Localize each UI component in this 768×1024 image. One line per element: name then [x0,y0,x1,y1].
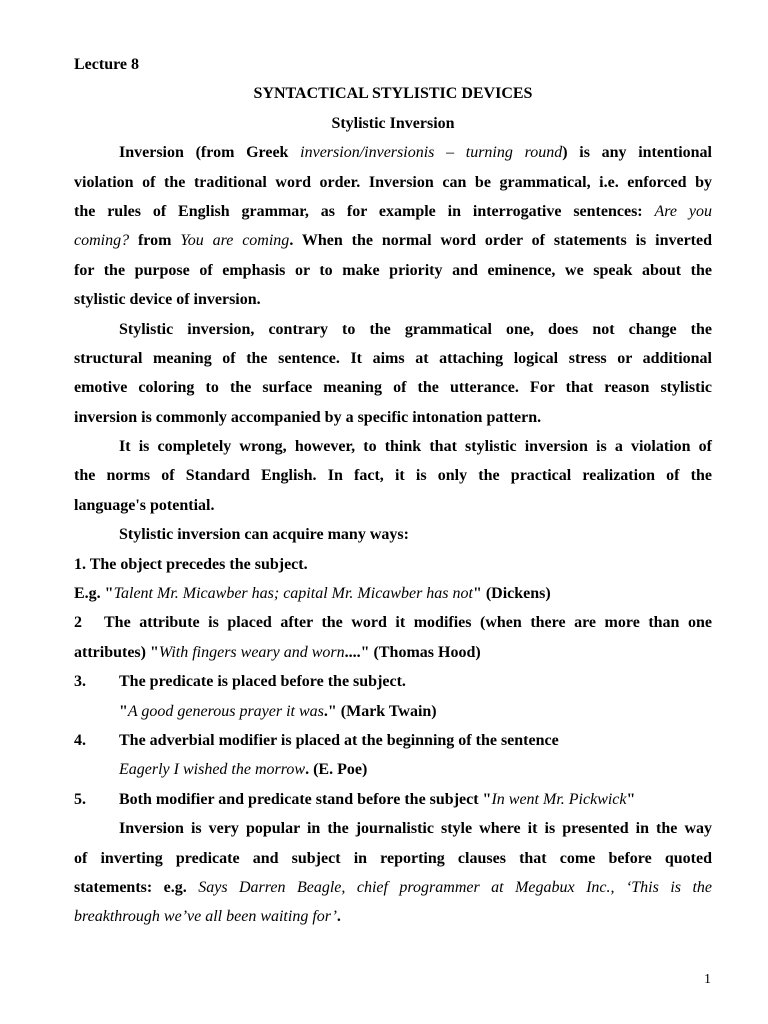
list-item-2-line-2 [74,638,712,667]
text-span: " [119,702,128,720]
italic-span: inversion/inversionis – turning round [300,144,563,162]
text-span: . [336,908,341,926]
text-span: Both modifier and predicate stand before the subject " [119,790,492,808]
list-item-2-line-1 [74,608,712,637]
text-span: " (Dickens) [472,585,551,603]
paragraph-2-line-3: emotive coloring to the surface meaning of the utterance. For that reason stylistic [74,379,712,397]
text-span: attributes) " [74,643,159,661]
paragraph-5-line-4 [74,902,712,931]
paragraph-2-line-4: inversion is commonly accompanied by a specific intonation pattern. [74,408,542,426]
page-number: 1 [704,972,711,987]
paragraph-5-line-1: Inversion is very popular in the journalistic style where it is presented in the way [119,820,712,838]
text-span: . (E. Poe) [305,761,368,779]
italic-span: Talent Mr. Micawber has; capital Mr. Micawber has not [113,585,473,603]
paragraph-3-line-3: language's potential. [74,496,215,514]
paragraph-3-line-1: It is completely wrong, however, to think that stylistic inversion is a violation of [119,438,712,456]
document-page [74,50,712,932]
text-span: (from Greek [183,144,301,162]
paragraph-2-line-2: structural meaning of the sentence. It aims at attaching logical stress or additional [74,349,712,367]
list-item-4-heading [74,726,712,755]
italic-span: coming? [74,232,130,250]
list-number: 4. [74,731,86,749]
list-number: 2 [74,614,82,632]
paragraph-1-line-3 [74,197,712,226]
paragraph-2-line-1: Stylistic inversion, contrary to the grammatical one, does not change the [119,320,712,338]
text-span: The adverbial modifier is placed at the beginning of the sentence [119,731,559,749]
text-span: ...." (Thomas Hood) [344,643,481,661]
italic-span: Says Darren Beagle, chief programmer at Megabux Inc., ‘This is the [198,878,712,896]
paragraph-3-line-2: the norms of Standard English. In fact, it is only the practical realization of the [74,467,712,485]
list-item-5 [74,785,712,814]
paragraph-1-line-1 [74,138,712,167]
section-title: SYNTACTICAL STYLISTIC DEVICES [253,85,533,103]
text-span: " [626,790,636,808]
text-span: The attribute is placed after the word it modifies (when there are more than one [104,614,712,632]
paragraph-1-line-6: stylistic device of inversion. [74,291,261,309]
paragraph-1-line-2: violation of the traditional word order. Inversion can be grammatical, i.e. enforced by [74,173,712,191]
term-inversion: Inversion [119,144,184,162]
text-span: E.g. " [74,585,114,603]
italic-span: In went Mr. Pickwick [491,790,627,808]
paragraph-4-line-1: Stylistic inversion can acquire many ways: [119,526,409,544]
italic-span: Eagerly I wished the morrow [119,761,306,779]
italic-span: A good generous prayer it was [127,702,324,720]
paragraph-5-line-3 [74,873,712,902]
text-span: ." (Mark Twain) [323,702,437,720]
paragraph-1-line-5: for the purpose of emphasis or to make priority and eminence, we speak about the [74,261,712,279]
text-span: statements: e.g. [74,878,199,896]
paragraph-5-line-2: of inverting predicate and subject in reporting clauses that come before quoted [74,849,712,867]
list-item-1-example [74,579,712,608]
italic-span: breakthrough we’ve all been waiting for’ [74,908,337,926]
list-item-3-example [74,697,712,726]
list-item-4-example [74,755,712,784]
text-span: . When the normal word order of statements is inverted [289,232,713,250]
list-number: 5. [74,790,86,808]
italic-span: With fingers weary and worn [158,643,345,661]
italic-span: Are you [654,202,713,220]
text-span: ) is any intentional [562,144,713,162]
list-item-1-heading: 1. The object precedes the subject. [74,555,308,573]
list-item-3-heading [74,667,712,696]
paragraph-1-line-4 [74,226,712,255]
text-span: The predicate is placed before the subject. [119,673,406,691]
italic-span: You are coming [180,232,290,250]
lecture-label: Lecture 8 [74,56,140,73]
list-number: 3. [74,673,86,691]
text-span: the rules of English grammar, as for example in interrogative sentences: [74,202,655,220]
text-span: from [129,232,181,250]
subsection-title: Stylistic Inversion [331,114,455,132]
